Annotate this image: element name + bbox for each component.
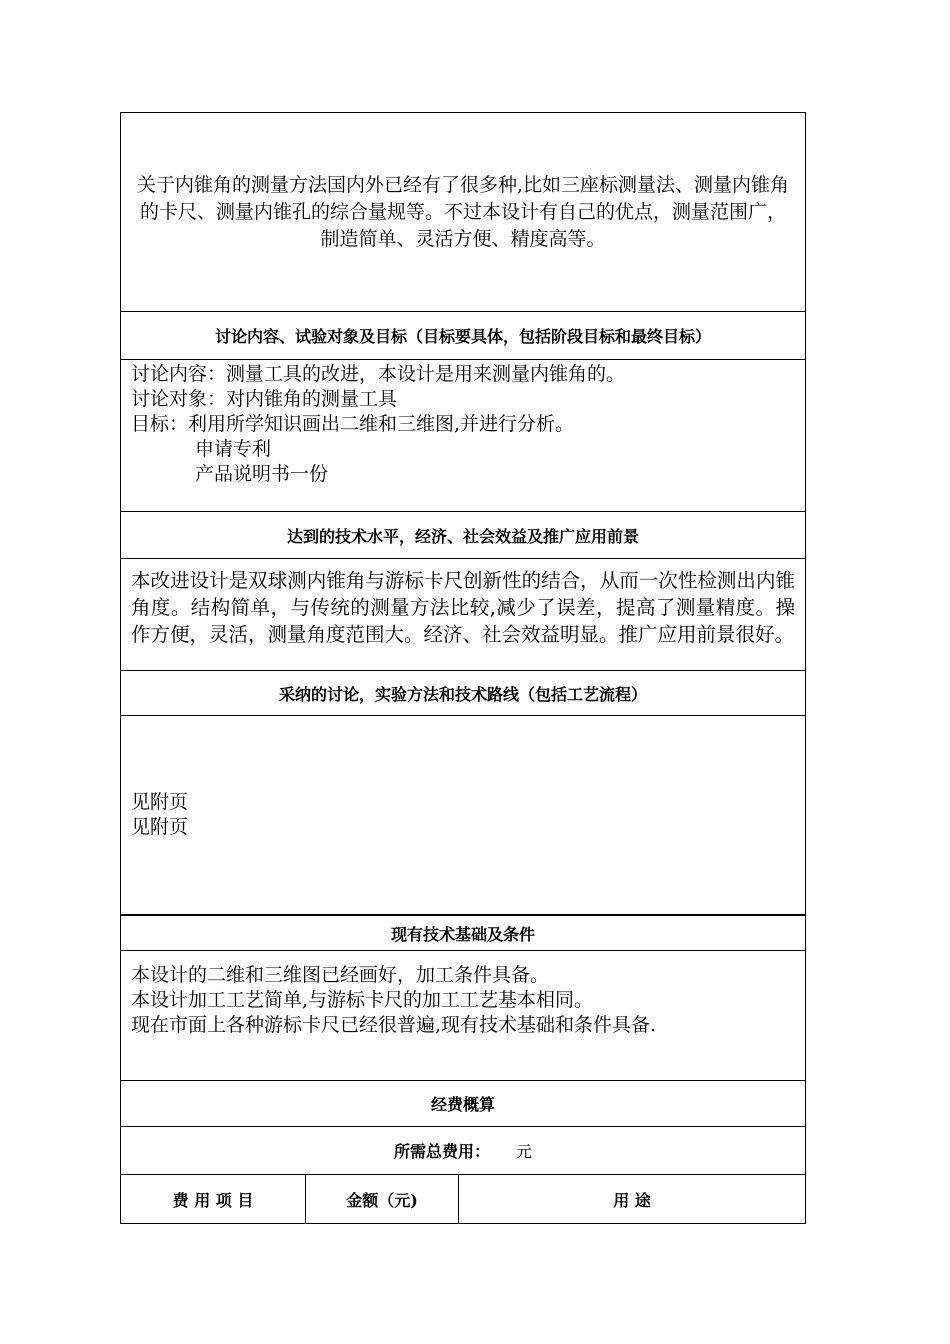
application-form [120,112,806,1224]
methods-heading: 采纳的讨论，实验方法和技术路线（包括工艺流程） [121,671,805,716]
research-heading: 讨论内容、试验对象及目标（目标要具体，包括阶段目标和最终目标） [121,312,805,360]
intro-section [121,113,805,312]
conditions-line: 本设计的二维和三维图已经画好，加工条件具备。 [131,964,550,986]
methods-line: 见附页 [131,791,189,813]
budget-columns [121,1175,805,1223]
benefits-text: 本改进设计是双球测内锥角与游标卡尺创新性的结合，从而一次性检测出内锥角度。结构简单，与传统的测量方法比较,减少了误差，提高了测量精度。操作方便，灵活，测量角度范围大。经济、社会效益明显。推广应用前景很好。 [121,559,805,671]
column-header-purpose: 用 途 [613,1190,651,1210]
column-header-item: 费 用 项 目 [121,1175,306,1223]
budget-heading: 经费概算 [121,1081,805,1127]
research-content-line: 讨论内容：测量工具的改进，本设计是用来测量内锥角的。 [131,363,626,385]
research-goal-patent: 申请专利 [195,438,272,460]
research-object-line: 讨论对象：对内锥角的测量工具 [131,388,398,410]
research-goal-line: 目标：利用所学知识画出二维和三维图,并进行分析。 [131,413,575,435]
budget-total-label: 所需总费用： [393,1142,490,1161]
methods-content [121,716,805,916]
conditions-line: 本设计加工工艺简单,与游标卡尺的加工工艺基本相同。 [131,989,594,1011]
budget-total [121,1127,805,1175]
research-content [121,360,805,512]
budget-total-unit: 元 [516,1142,533,1161]
benefits-heading: 达到的技术水平，经济、社会效益及推广应用前景 [121,512,805,559]
intro-text: 关于内锥角的测量方法国内外已经有了很多种,比如三座标测量法、测量内锥角的卡尺、测量内锥孔的综合量规等。不过本设计有自己的优点，测量范围广，制造简单、灵活方便、精度高等。 [136,173,790,250]
conditions-line: 现在市面上各种游标卡尺已经很普遍,现有技术基础和条件具备. [131,1014,657,1036]
conditions-content [121,951,805,1081]
column-header-amount: 金额（元) [306,1175,459,1223]
conditions-heading: 现有技术基础及条件 [121,916,805,951]
methods-line: 见附页 [131,816,189,838]
research-goal-manual: 产品说明书一份 [195,463,329,485]
